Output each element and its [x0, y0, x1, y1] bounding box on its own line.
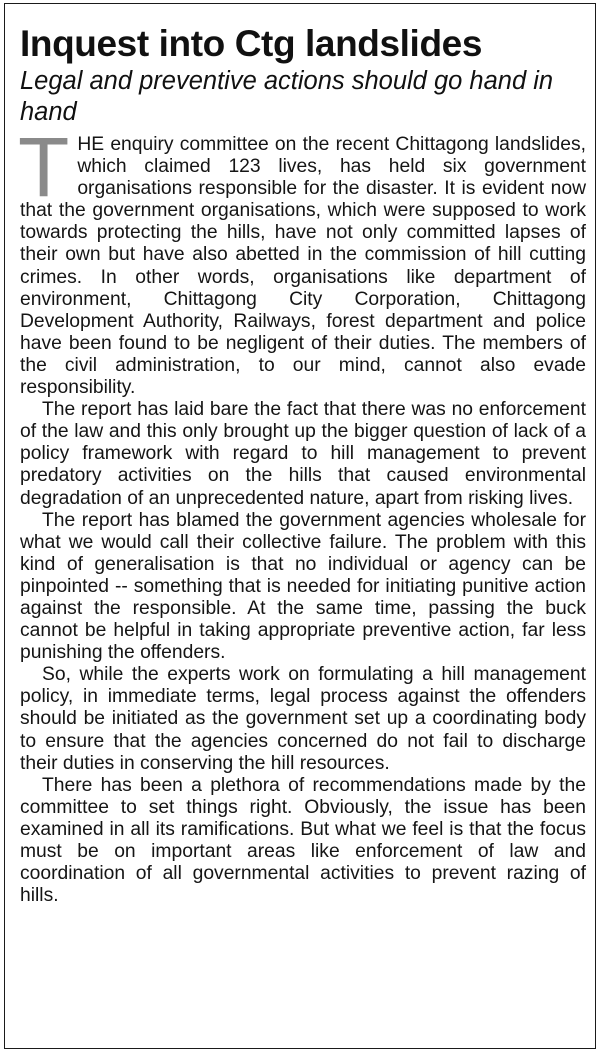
editorial-article	[20, 22, 586, 907]
article-paragraph-2: The report has laid bare the fact that there was no enforcement of the law and this only brought up the bigger question of lack of a policy framework with regard to hill management to prevent predatory activities on the hills that caused environmental degradation of an unprecedented nature, apart from risking lives.	[20, 399, 586, 509]
article-headline: Inquest into Ctg landslides	[20, 23, 482, 64]
paragraph-1-text: HE enquiry committee on the recent Chittagong landslides, which claimed 123 lives, has held six government organisations responsible for the disaster. It is evident now that the government organisations, which were supposed to work towards protecting the hills, have not only committed lapses of their own but have also abetted in the commission of hill cutting crimes. In other words, organisations like department of environment, Chittagong City Corporation, Chittagong Development Authority, Railways, forest department and police have been found to be negligent of their duties. The members of the civil administration, to our mind, cannot also evade responsibility.	[20, 134, 586, 399]
article-frame	[4, 3, 596, 1049]
article-paragraph-1	[18, 120, 586, 399]
corner-mark	[579, 3, 587, 4]
article-paragraph-3: The report has blamed the government agencies wholesale for what we would call their collective failure. The problem with this kind of generalisation is that no individual or agency can be pinpointed -- something that is needed for initiating punitive action against the responsible. At the same time, passing the buck cannot be helpful in taking appropriate preventive action, far less punishing the offenders.	[20, 509, 586, 664]
article-paragraph-4: So, while the experts work on formulating a hill management policy, in immediate terms, legal process against the offenders should be initiated as the government set up a coordinating body to ensure that the agencies concerned do not fail to discharge their duties in conserving the hill resources.	[20, 664, 586, 774]
article-body	[18, 120, 586, 907]
drop-cap: T	[18, 120, 70, 214]
article-subhead: Legal and preventive actions should go hand in hand	[20, 67, 554, 126]
article-paragraph-5: There has been a plethora of recommendations made by the committee to set things right. Obviously, the issue has been examined in all its ramifications. But what we feel is that the focus must be on important areas like enforcement of law and coordination of all governmental activities to prevent razing of hills.	[20, 774, 586, 907]
